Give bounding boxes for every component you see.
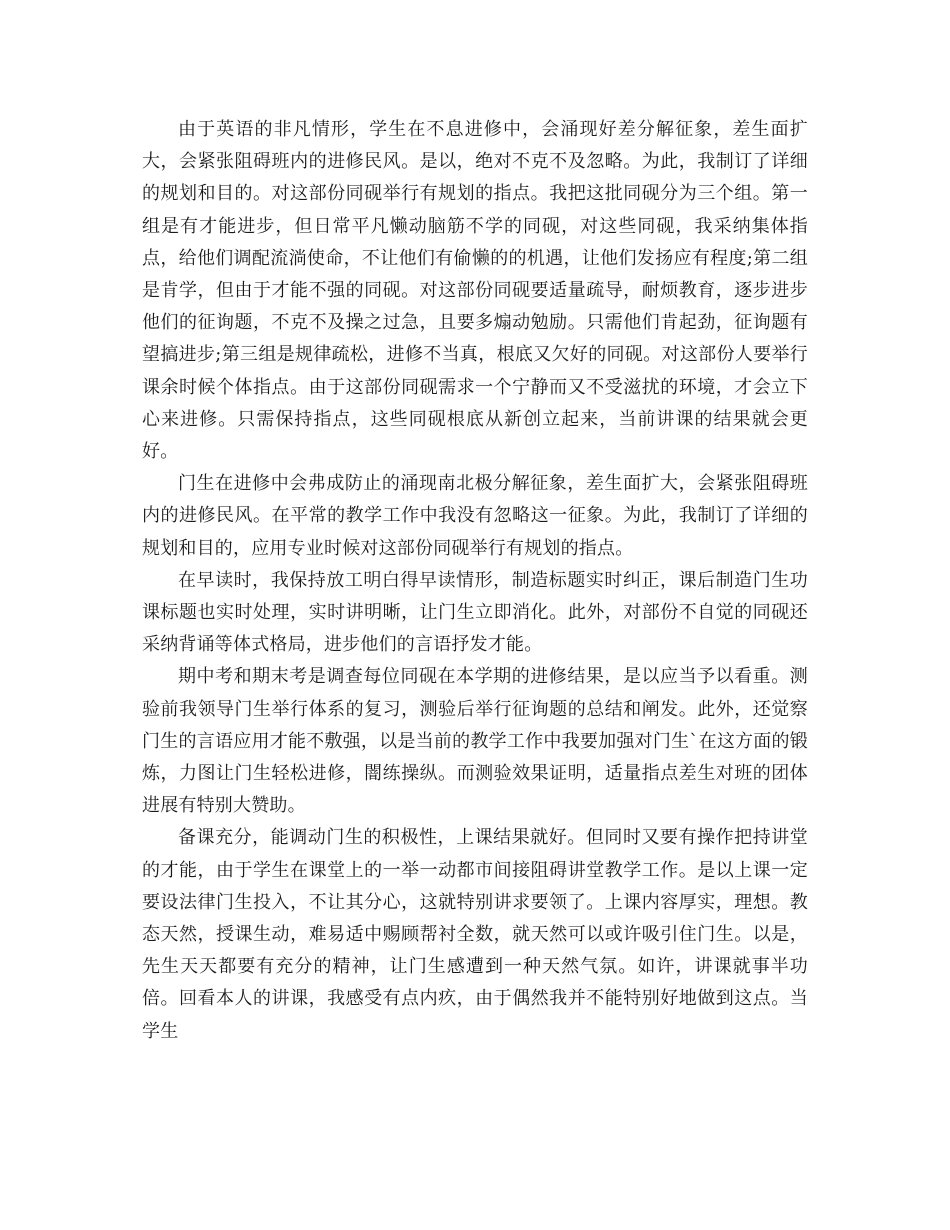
paragraph-2: 门生在进修中会弗成防止的涌现南北极分解征象，差生面扩大，会紧张阻碍班内的进修民风。在平常的教学工作中我没有忽略这一征象。为此，我制订了详细的规划和目的，应用专业时候对这部份同砚举行有规划的指点。 xyxy=(142,473,808,559)
paragraph-5: 备课充分，能调动门生的积极性，上课结果就好。但同时又要有操作把持讲堂的才能，由于学生在课堂上的一举一动都市间接阻碍讲堂教学工作。是以上课一定要设法律门生投入，不让其分心，这就特别讲求要领了。上课内容厚实，理想。教态天然，授课生动，难易适中赐顾帮衬全数，就天然可以或许吸引住门生。以是，先生天天都要有充分的精神，让门生感遭到一种天然气氛。如许，讲课就事半功倍。回看本人的讲课，我感受有点内疚，由于偶然我并不能特别好地做到这点。当学生 xyxy=(142,827,808,1042)
paragraph-1: 由于英语的非凡情形，学生在不息进修中，会涌现好差分解征象，差生面扩大，会紧张阻碍班内的进修民风。是以，绝对不克不及忽略。为此，我制订了详细的规划和目的。对这部份同砚举行有规划的指点。我把这批同砚分为三个组。第一组是有才能进步，但日常平凡懒动脑筋不学的同砚，对这些同砚，我采纳集体指点，给他们调配流淌使命，不让他们有偷懒的的机遇，让他们发扬应有程度;第二组是肯学，但由于才能不强的同砚。对这部份同砚要适量疏导，耐烦教育，逐步进步他们的征询题，不克不及操之过急，且要多煽动勉励。只需他们肯起劲，征询题有望搞进步;第三组是规律疏松，进修不当真，根底又欠好的同砚。对这部份人要举行课余时候个体指点。由于这部份同砚需求一个宁静而又不受滋扰的环境，才会立下心来进修。只需保持指点，这些同砚根底从新创立起来，当前讲课的结果就会更好。 xyxy=(142,119,808,463)
paragraph-3: 在早读时，我保持放工明白得早读情形，制造标题实时纠正，课后制造门生功课标题也实时处理，实时讲明晰，让门生立即消化。此外，对部份不自觉的同砚还采纳背诵等体式格局，进步他们的言语抒发才能。 xyxy=(142,569,808,656)
document-body xyxy=(142,114,808,1048)
paragraph-4: 期中考和期末考是调查每位同砚在本学期的进修结果，是以应当予以看重。测验前我领导门生举行体系的复习，测验后举行征询题的总结和阐发。此外，还觉察门生的言语应用才能不敷强，以是当前的教学工作中我要加强对门生`在这方面的锻炼，力图让门生轻松进修，闇练操纵。而测验效果证明，适量指点差生对班的团体进展有特别大赞助。 xyxy=(142,666,808,817)
